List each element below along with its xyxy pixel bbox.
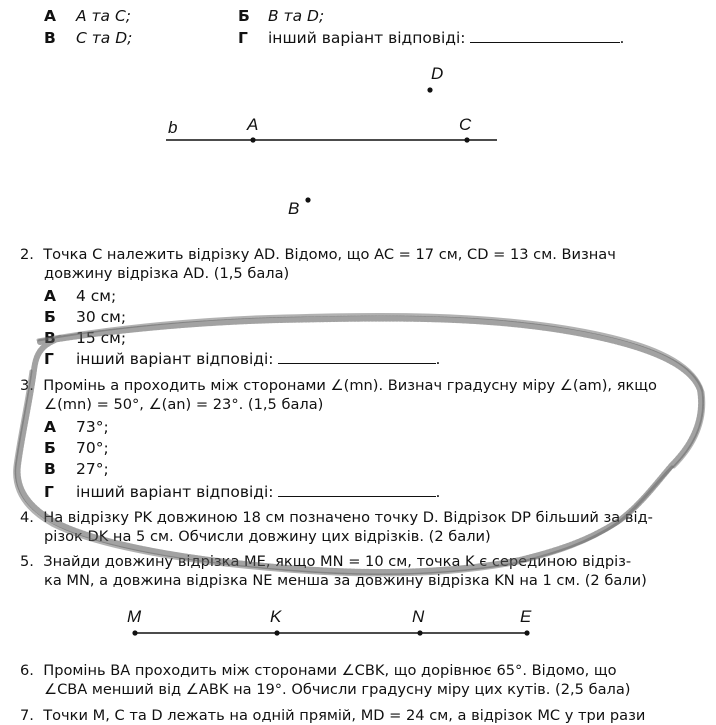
q2-option-a-letter: А [44,287,56,305]
q3-option-b-letter: Б [44,439,56,457]
point-m [132,630,137,635]
point-c [464,137,469,142]
question-5-line-2: ка MN, а довжина відрізка NE менша за довжину відрізка KN на 1 см. (2 бали) [44,572,647,589]
q2-option-b-text: 30 см; [76,308,127,326]
label-k: K [270,607,282,626]
q3-option-d-letter: Г [44,483,54,501]
q3-option-a-letter: А [44,418,56,436]
question-7-line-1: 7. Точки M, C та D лежать на одній прямій, MD = 24 см, а відрізок MC у три рази [20,707,646,724]
question-4-line-2: різок DK на 5 см. Обчисли довжину цих відрізків. (2 бали) [44,528,491,545]
point-d [427,87,432,92]
top-option-c-text: C та D; [76,29,133,47]
top-option-d-text: інший варіант відповіді: . [268,29,625,47]
label-b-line: b [168,118,178,137]
top-option-a-letter: А [44,7,56,25]
q3-answer-blank[interactable] [278,484,436,497]
question-6-line-1: 6. Промінь BA проходить між сторонами ∠CBK, що дорівнює 65°. Відомо, що [20,662,617,679]
label-e: E [520,607,532,626]
q2-option-c-letter: В [44,329,56,347]
point-n [417,630,422,635]
q3-option-a-text: 73°; [76,418,109,436]
point-k [274,630,279,635]
label-a: A [247,115,259,134]
question-2-line-2: довжину відрізка AD. (1,5 бала) [44,265,290,282]
question-3-line-1: 3. Промінь a проходить між сторонами ∠(mn). Визнач градусну міру ∠(am), якщо [20,377,657,394]
top-option-b-letter: Б [238,7,250,25]
q3-option-c-letter: В [44,460,56,478]
label-b: B [288,199,300,218]
top-option-c-letter: В [44,29,56,47]
q2-option-d-letter: Г [44,350,54,368]
question-6-line-2: ∠CBA менший від ∠ABK на 19°. Обчисли градусну міру цих кутів. (2,5 бала) [44,681,631,698]
question-2-line-1: 2. Точка C належить відрізку AD. Відомо, що AC = 17 см, CD = 13 см. Визнач [20,246,616,263]
label-n: N [412,607,425,626]
question-5-line-1: 5. Знайди довжину відрізка ME, якщо MN = 10 см, точка K є серединою відріз- [20,553,632,570]
q2-option-b-letter: Б [44,308,56,326]
question-3-line-2: ∠(mn) = 50°, ∠(an) = 23°. (1,5 бала) [44,396,324,413]
label-d: D [431,64,444,83]
q2-option-c-text: 15 см; [76,329,127,347]
point-b [305,197,310,202]
question-4-line-1: 4. На відрізку PK довжиною 18 см позначено точку D. Відрізок DP більший за від- [20,509,653,526]
q3-option-c-text: 27°; [76,460,109,478]
top-option-a-text: A та C; [76,7,132,25]
q3-option-b-text: 70°; [76,439,109,457]
top-option-d-letter: Г [238,29,248,47]
q2-answer-blank[interactable] [278,351,436,364]
point-e [524,630,529,635]
top-option-b-text: B та D; [268,7,325,25]
q2-option-a-text: 4 см; [76,287,117,305]
label-c: C [459,115,472,134]
q3-option-d-text: інший варіант відповіді: . [76,483,441,501]
point-a [250,137,255,142]
q2-option-d-text: інший варіант відповіді: . [76,350,441,368]
label-m: M [127,607,142,626]
